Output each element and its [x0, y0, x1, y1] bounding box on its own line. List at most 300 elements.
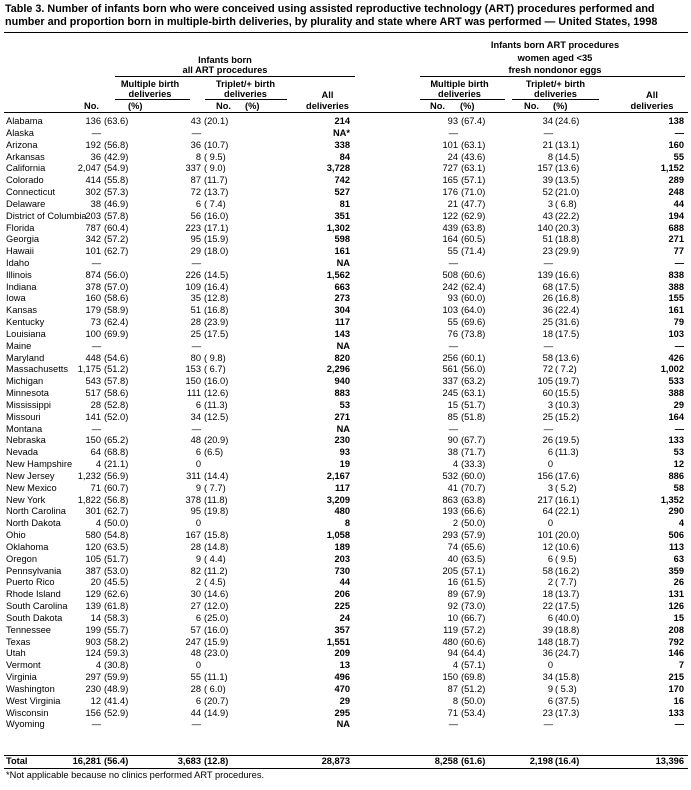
table-row — [0, 175, 691, 186]
all-heading-1: All — [321, 90, 334, 100]
mult-no-cell: 874 — [85, 269, 101, 280]
mult-no-cell: 156 — [85, 707, 101, 718]
young-mult-pct-cell: (33.3) — [461, 459, 486, 470]
trip-pct-cell: (6.5) — [204, 447, 224, 458]
col-no-4: No. — [524, 101, 539, 111]
state-cell: Illinois — [6, 269, 32, 280]
young-trip-pct-cell: (17.3) — [555, 707, 580, 718]
young-trip-pct-cell: ( 7.2) — [555, 364, 577, 375]
young-trip-no-cell: 64 — [542, 506, 553, 517]
all-cell: 84 — [339, 151, 350, 162]
young-trip-no-cell: 22 — [542, 601, 553, 611]
trip-no-cell: — — [191, 258, 201, 268]
mult-pct-cell: (57.8) — [104, 210, 129, 221]
young-trip-pct-cell: ( 6.8) — [555, 198, 577, 209]
all-cell: 273 — [334, 293, 350, 304]
young-mult-no-cell: 89 — [447, 589, 458, 600]
trip-no-cell: — — [191, 423, 201, 434]
state-cell: Louisiana — [6, 328, 46, 339]
trip-no-cell: 57 — [190, 624, 201, 635]
young-trip-pct-cell: (15.8) — [555, 672, 580, 682]
table-row — [0, 258, 691, 269]
trip-pct-cell: (16.0) — [204, 376, 229, 387]
trip-pct-cell: (14.9) — [204, 707, 229, 718]
young-mult-no-cell: 4 — [452, 459, 458, 470]
young-trip-no-cell: — — [543, 258, 553, 268]
trip-no-cell: 9 — [195, 482, 201, 493]
state-cell: Alabama — [6, 116, 43, 126]
trip-no-cell: 95 — [190, 234, 201, 245]
young-trip-pct-cell: ( 9.5) — [555, 553, 577, 564]
young-all-cell: 215 — [668, 672, 684, 682]
all-art-heading-2: all ART procedures — [182, 65, 268, 75]
young-trip-pct-cell: (14.5) — [555, 151, 580, 162]
young-all-cell: 359 — [668, 565, 684, 576]
trip-pct-cell: ( 7.7) — [204, 482, 226, 493]
young-mult-no-cell: 164 — [442, 234, 458, 245]
trip-no-cell: — — [191, 127, 201, 138]
young-trip-no-cell: 58 — [542, 565, 553, 576]
young-mult-no-cell: 74 — [447, 541, 458, 552]
young-all-cell: 838 — [668, 269, 684, 280]
mult-no-cell: 160 — [85, 293, 101, 304]
state-cell: Wyoming — [6, 719, 45, 730]
all-heading-2: deliveries — [306, 101, 349, 111]
state-cell: New York — [6, 494, 46, 505]
young-all-cell: 271 — [668, 234, 684, 245]
young-trip-no-cell: 51 — [542, 234, 553, 245]
state-cell: Rhode Island — [6, 589, 61, 600]
young-trip-pct-cell: (20.0) — [555, 530, 580, 540]
young-mult-pct-cell: (66.6) — [461, 506, 486, 517]
table-row — [0, 684, 691, 695]
young-trip-no-cell: 148 — [537, 636, 553, 647]
all-cell: 304 — [334, 305, 350, 316]
young-trip-no-cell: 9 — [547, 683, 553, 694]
table-row — [0, 447, 691, 458]
all-cell: 209 — [334, 648, 350, 659]
young-mult-pct-cell: (61.5) — [461, 577, 486, 588]
young-mult-no-cell: 55 — [447, 246, 458, 257]
table-row — [0, 116, 691, 127]
trip-pct-cell: (15.9) — [204, 234, 229, 245]
young-mult-no-cell: — — [448, 423, 458, 434]
young-mult-no-cell: 8 — [452, 695, 458, 706]
young-trip-pct-cell: (22.4) — [555, 305, 580, 316]
state-cell: Vermont — [6, 660, 41, 671]
young-trip-no-cell: 139 — [537, 269, 553, 280]
col-no-2: No. — [216, 101, 231, 111]
trip-pct-cell: (19.8) — [204, 506, 229, 517]
young-all-cell: 133 — [668, 435, 684, 446]
state-cell: New Jersey — [6, 470, 55, 481]
table-row — [0, 353, 691, 364]
young-all-cell: 1,352 — [660, 494, 684, 505]
young-trip-no-cell: 140 — [537, 222, 553, 233]
trip-no-cell: 311 — [186, 470, 201, 481]
trip-no-cell: 29 — [190, 246, 201, 257]
mult-no-cell: 64 — [90, 447, 101, 458]
all-cell: 730 — [334, 565, 350, 576]
trip-pct-cell: (14.8) — [204, 541, 229, 552]
col-pct-1: (%) — [128, 101, 143, 111]
trip-underline-b — [512, 99, 599, 100]
trip-pct-cell: (12.8) — [204, 293, 229, 304]
trip-pct-cell: (20.9) — [204, 435, 229, 446]
young-trip-pct-cell: (10.6) — [555, 541, 580, 552]
mult-pct-cell: (54.8) — [104, 530, 129, 540]
young-trip-no-cell: 0 — [547, 518, 553, 529]
state-cell: Connecticut — [6, 187, 56, 197]
state-cell: Kansas — [6, 305, 38, 316]
all-cell: 1,302 — [326, 222, 350, 233]
mult-pct-cell: (53.0) — [104, 565, 129, 576]
young-trip-no-cell: 18 — [542, 589, 553, 600]
young-heading-2: women aged <35 — [517, 53, 593, 63]
mult-no-cell: 414 — [85, 175, 101, 186]
mult-pct-cell: (54.6) — [104, 352, 129, 363]
young-mult-pct-cell: (69.6) — [461, 317, 486, 328]
table-row — [0, 317, 691, 328]
young-all-cell: 77 — [673, 246, 684, 257]
young-trip-no-cell: 3 — [547, 198, 553, 209]
young-trip-no-cell: 156 — [537, 470, 553, 481]
young-mult-no-cell: 176 — [442, 187, 458, 197]
young-all-cell: 126 — [668, 601, 684, 611]
trip-no-cell: 9 — [195, 553, 201, 564]
state-cell: Virginia — [6, 672, 37, 682]
table-row — [0, 637, 691, 648]
mult-no-cell: 378 — [85, 281, 101, 292]
young-all-cell: 160 — [668, 139, 684, 150]
all-cell: 81 — [339, 198, 350, 209]
young-trip-no-cell: 105 — [537, 376, 553, 387]
young-all-cell: 63 — [673, 553, 684, 564]
table-row — [0, 495, 691, 506]
young-mult-pct-cell: (57.9) — [461, 530, 486, 540]
mult-no-cell: 203 — [85, 210, 101, 221]
young-trip-no-cell: — — [543, 719, 553, 730]
young-mult-no-cell: — — [448, 719, 458, 730]
young-all-cell: 688 — [668, 222, 684, 233]
state-cell: Alaska — [6, 127, 34, 138]
young-trip-pct-cell: (16.2) — [555, 565, 580, 576]
young-trip-no-cell: 12 — [542, 541, 553, 552]
young-mult-pct-cell: (57.1) — [461, 565, 486, 576]
all-cell: 351 — [334, 210, 350, 221]
state-cell: Massachusetts — [6, 364, 69, 375]
trip-pct-cell: (11.7) — [204, 175, 228, 186]
mult-pct-cell: (57.8) — [104, 376, 129, 387]
mult-no-cell: 302 — [85, 187, 101, 197]
state-cell: New Mexico — [6, 482, 57, 493]
trip-no-cell: 25 — [190, 328, 201, 339]
trip-no-cell: 72 — [190, 187, 201, 197]
young-trip-pct-cell: (11.3) — [555, 447, 579, 458]
trip-no-cell: 247 — [185, 636, 201, 647]
mult-no-cell: 903 — [85, 636, 101, 647]
table-row — [0, 400, 691, 411]
mult-pct-cell: (57.3) — [104, 187, 129, 197]
young-mult-no-cell: 561 — [442, 364, 458, 375]
state-cell: Georgia — [6, 234, 40, 245]
trip-pct-cell: (11.3) — [204, 399, 228, 410]
young-trip-pct-cell: (21.0) — [555, 187, 580, 197]
mult-no-cell: 139 — [85, 601, 101, 611]
young-trip-no-cell: 36 — [542, 305, 553, 316]
total-trip-pct: (12.8) — [204, 756, 229, 766]
young-mult-no-cell: 10 — [447, 612, 458, 623]
mult-no-cell: 297 — [85, 672, 101, 682]
mult-pct-cell: (56.9) — [104, 470, 129, 481]
table-row — [0, 270, 691, 281]
young-trip-pct-cell: (15.2) — [555, 411, 580, 422]
young-mult-no-cell: 41 — [447, 482, 458, 493]
young-trip-pct-cell: (18.8) — [555, 234, 580, 245]
state-cell: Michigan — [6, 376, 44, 387]
trip-no-cell: 28 — [190, 541, 201, 552]
table-row — [0, 211, 691, 222]
young-trip-pct-cell: (20.3) — [555, 222, 580, 233]
all-cell: 357 — [334, 624, 350, 635]
mult-no-cell: 36 — [90, 151, 101, 162]
mult-no-cell: 387 — [85, 565, 101, 576]
total-all: 28,873 — [321, 756, 350, 766]
mult-pct-cell: (42.9) — [104, 151, 129, 162]
young-mult-pct-cell: (57.1) — [461, 660, 486, 671]
young-trip-no-cell: 0 — [547, 459, 553, 470]
all-cell: 225 — [334, 601, 350, 611]
young-trip-pct-cell: (29.9) — [555, 246, 580, 257]
all-cell: 1,058 — [326, 530, 350, 540]
young-all-cell: 155 — [668, 293, 684, 304]
table-row — [0, 554, 691, 565]
table-row — [0, 589, 691, 600]
all-cell: 189 — [334, 541, 350, 552]
state-cell: Idaho — [6, 258, 30, 268]
state-cell: Tennessee — [6, 624, 51, 635]
young-mult-no-cell: 165 — [442, 175, 458, 186]
trip-heading-2: deliveries — [224, 89, 267, 99]
state-cell: Hawaii — [6, 246, 34, 257]
trip-pct-cell: ( 6.0) — [204, 683, 226, 694]
young-all-cell: 15 — [673, 612, 684, 623]
total-mult-no: 16,281 — [72, 756, 101, 766]
young-heading-1: Infants born ART procedures — [490, 40, 620, 50]
young-trip-pct-cell: (19.7) — [555, 376, 580, 387]
table-row — [0, 530, 691, 541]
all-cell: 1,551 — [326, 636, 350, 647]
young-all-cell: 290 — [668, 506, 684, 517]
young-trip-pct-cell: (18.7) — [555, 636, 580, 647]
total-young-mult-pct: (61.6) — [461, 756, 486, 766]
trip-no-cell: 111 — [186, 388, 201, 399]
young-all-cell: 7 — [678, 660, 684, 671]
all-cell: NA — [336, 258, 350, 268]
mult-pct-cell: (30.8) — [104, 660, 129, 671]
table-row — [0, 187, 691, 198]
state-cell: North Dakota — [6, 518, 61, 529]
mult-heading-1: Multiple birth — [120, 79, 180, 89]
all-cell: 527 — [334, 187, 350, 197]
trip-no-cell: 95 — [190, 506, 201, 517]
trip-pct-cell: (18.0) — [204, 246, 229, 257]
young-trip-no-cell: 21 — [542, 139, 553, 150]
trip-no-cell: 6 — [195, 612, 201, 623]
table-row — [0, 542, 691, 553]
all-cell: 203 — [334, 553, 350, 564]
total-young-mult-no: 8,258 — [434, 756, 458, 766]
all-cell: 663 — [334, 281, 350, 292]
young-all-cell: 4 — [678, 518, 684, 529]
state-cell: South Dakota — [6, 612, 63, 623]
total-row — [0, 756, 691, 767]
all-cell: 2,296 — [326, 364, 350, 375]
mult-pct-cell: (52.8) — [104, 399, 129, 410]
young-mult-pct-cell: (63.2) — [461, 376, 486, 387]
young-mult-no-cell: 508 — [442, 269, 458, 280]
young-trip-no-cell: 157 — [537, 163, 553, 174]
trip-no-cell: 153 — [185, 364, 201, 375]
all-heading-1b: All — [646, 90, 658, 100]
young-mult-pct-cell: (51.2) — [461, 683, 486, 694]
mult-no-cell: 105 — [85, 553, 101, 564]
young-mult-pct-cell: (53.4) — [461, 707, 486, 718]
young-all-cell: — — [674, 127, 684, 138]
trip-no-cell: 167 — [185, 530, 201, 540]
mult-no-cell: 141 — [85, 411, 101, 422]
trip-no-cell: 109 — [185, 281, 201, 292]
table-row — [0, 613, 691, 624]
all-cell: 496 — [334, 672, 350, 682]
young-mult-no-cell: 90 — [447, 435, 458, 446]
young-all-cell: 792 — [668, 636, 684, 647]
state-cell: Missouri — [6, 411, 41, 422]
table-row — [0, 329, 691, 340]
state-cell: South Carolina — [6, 601, 68, 611]
young-trip-pct-cell: (31.6) — [555, 317, 580, 328]
young-all-cell: 170 — [668, 683, 684, 694]
young-trip-pct-cell: (19.5) — [555, 435, 580, 446]
young-all-cell: 29 — [673, 399, 684, 410]
mult-no-cell: 28 — [90, 399, 101, 410]
young-trip-no-cell: 36 — [542, 648, 553, 659]
young-heading-3: fresh nondonor eggs — [508, 65, 602, 75]
mult-no-cell: 543 — [85, 376, 101, 387]
young-all-cell: 16 — [673, 695, 684, 706]
total-mult-pct: (56.4) — [104, 756, 129, 766]
mult-no-cell: 120 — [85, 541, 101, 552]
table-row — [0, 199, 691, 210]
mult-pct-cell: (56.8) — [104, 139, 129, 150]
mult-underline — [115, 99, 190, 100]
trip-no-cell: 35 — [190, 293, 201, 304]
trip-pct-cell: (15.9) — [204, 636, 229, 647]
young-mult-no-cell: 439 — [442, 222, 458, 233]
young-trip-pct-cell: (13.5) — [555, 175, 580, 186]
young-trip-no-cell: — — [543, 340, 553, 351]
trip-no-cell: 80 — [190, 352, 201, 363]
all-cell: 117 — [335, 482, 350, 493]
mult-no-cell: 342 — [85, 234, 101, 245]
trip-no-cell: — — [191, 340, 201, 351]
total-trip-no: 3,683 — [177, 756, 201, 766]
young-trip-no-cell: 6 — [547, 695, 553, 706]
trip-pct-cell: (23.9) — [204, 317, 229, 328]
trip-no-cell: 0 — [195, 518, 201, 529]
trip-pct-cell: (12.0) — [204, 601, 229, 611]
young-all-cell: 103 — [668, 328, 684, 339]
mult-pct-cell: (54.9) — [104, 163, 129, 174]
young-trip-no-cell: 39 — [542, 624, 553, 635]
young-trip-pct-cell: ( 5.2) — [555, 482, 577, 493]
mult-no-cell: 14 — [90, 612, 101, 623]
young-trip-no-cell: 68 — [542, 281, 553, 292]
table-row — [0, 152, 691, 163]
mult-pct-cell: (45.5) — [104, 577, 129, 588]
young-all-cell: 248 — [668, 187, 684, 197]
mult-pct-cell: (58.6) — [104, 388, 129, 399]
young-mult-no-cell: 245 — [442, 388, 458, 399]
table-row — [0, 424, 691, 435]
trip-no-cell: 34 — [190, 411, 201, 422]
young-mult-no-cell: 119 — [443, 624, 458, 635]
table-row — [0, 234, 691, 245]
young-all-cell: 113 — [669, 541, 684, 552]
young-trip-no-cell: 18 — [542, 328, 553, 339]
young-all-cell: 146 — [668, 648, 684, 659]
mult-no-cell: — — [91, 258, 101, 268]
all-cell: 230 — [334, 435, 350, 446]
total-label: Total — [6, 756, 28, 766]
mult-no-cell: 38 — [90, 198, 101, 209]
young-mult-no-cell: 205 — [442, 565, 458, 576]
trip-pct-cell: ( 9.0) — [204, 163, 226, 174]
young-mult-pct-cell: (66.7) — [461, 612, 486, 623]
all-cell: 2,167 — [326, 470, 350, 481]
all-cell: 883 — [334, 388, 350, 399]
young-trip-no-cell: 25 — [542, 317, 553, 328]
trip-no-cell: 150 — [185, 376, 201, 387]
young-all-cell: — — [674, 719, 684, 730]
mult-pct-cell: (46.9) — [104, 198, 129, 209]
all-cell: 161 — [334, 246, 350, 257]
table-title: Table 3. Number of infants born who were conceived using assisted reproductive technology (ART) procedures performed and number and proportion born in multiple-birth deliveries, by plurality and state where ART was performed — United States, 1998 — [5, 3, 658, 28]
young-mult-no-cell: 93 — [447, 293, 458, 304]
trip-no-cell: 43 — [190, 116, 201, 126]
mult-no-cell: 2,047 — [77, 163, 101, 174]
mult-heading-2b: deliveries — [438, 89, 481, 99]
all-cell: 143 — [334, 328, 350, 339]
state-cell: Arkansas — [6, 151, 45, 162]
young-all-cell: 506 — [668, 530, 684, 540]
young-mult-no-cell: 76 — [447, 328, 458, 339]
young-mult-pct-cell: (67.7) — [461, 435, 486, 446]
mult-pct-cell: (63.6) — [104, 116, 129, 126]
all-cell: 820 — [334, 352, 350, 363]
table-row — [0, 648, 691, 659]
state-cell: District of Columbia — [6, 210, 87, 221]
young-all-cell: 44 — [673, 198, 684, 209]
trip-no-cell: 55 — [190, 672, 201, 682]
state-cell: Washington — [6, 683, 55, 694]
trip-no-cell: 8 — [195, 151, 201, 162]
young-trip-pct-cell: (18.8) — [555, 624, 580, 635]
young-all-cell: 388 — [668, 281, 684, 292]
young-mult-pct-cell: (50.0) — [461, 695, 486, 706]
table-row — [0, 282, 691, 293]
all-cell: 742 — [334, 175, 350, 186]
